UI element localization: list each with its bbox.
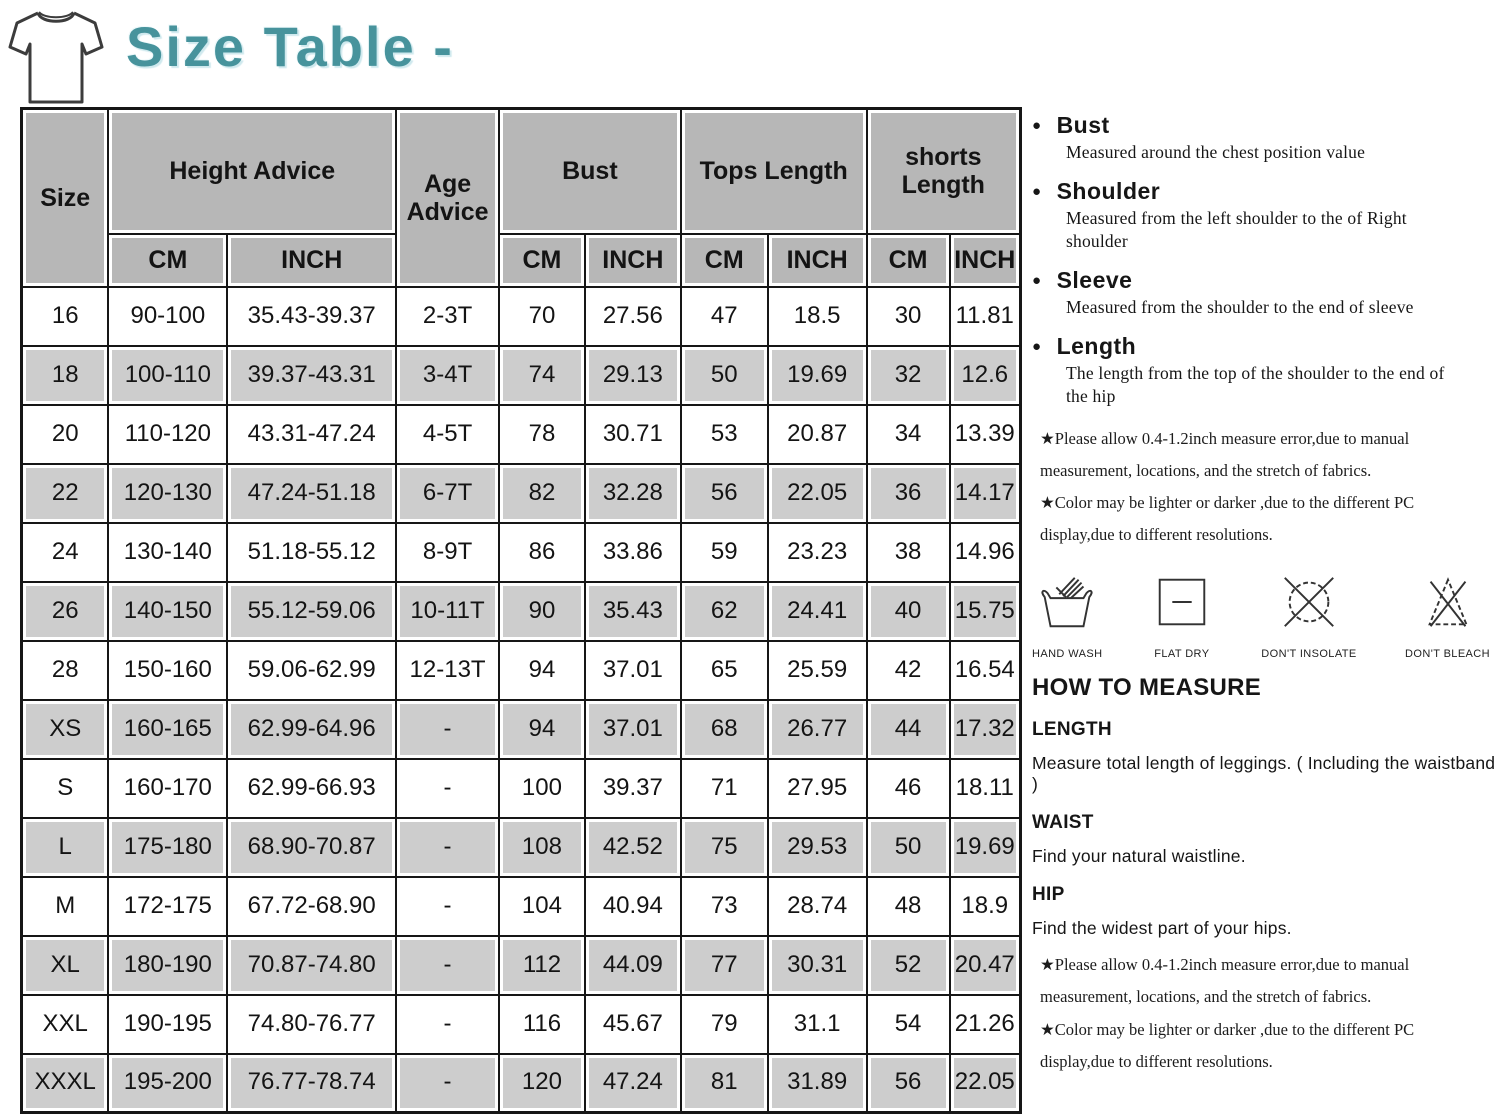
- table-cell: 65: [681, 641, 768, 700]
- table-cell: 13.39: [950, 405, 1021, 464]
- table-cell: 73: [681, 877, 768, 936]
- table-row: [22, 523, 1021, 582]
- table-cell: 47: [681, 287, 768, 346]
- table-cell: 104: [499, 877, 585, 936]
- table-row: [22, 936, 1021, 995]
- table-cell: -: [396, 759, 499, 818]
- table-cell: 56: [867, 1054, 950, 1113]
- table-cell: 26: [22, 582, 109, 641]
- measure-point-desc: Measured around the chest position value: [1066, 142, 1366, 162]
- table-cell: 45.67: [585, 995, 681, 1054]
- dont-bleach-icon: [1417, 571, 1479, 633]
- table-cell: 8-9T: [396, 523, 499, 582]
- table-cell: 30: [867, 287, 950, 346]
- table-cell: 79: [681, 995, 768, 1054]
- table-row: [22, 700, 1021, 759]
- table-cell: 39.37-43.31: [227, 346, 396, 405]
- table-cell: 16.54: [950, 641, 1021, 700]
- care-hand-wash: [1032, 571, 1102, 660]
- care-label: DON'T INSOLATE: [1261, 648, 1357, 661]
- table-cell: 120-130: [108, 464, 227, 523]
- how-to-measure-hip: [1032, 884, 1498, 939]
- table-cell: XL: [22, 936, 109, 995]
- table-cell: 195-200: [108, 1054, 227, 1113]
- table-cell: 20.87: [768, 405, 867, 464]
- care-label: DON'T BLEACH: [1405, 648, 1490, 661]
- unit-header: CM: [108, 234, 227, 287]
- table-cell: 67.72-68.90: [227, 877, 396, 936]
- measure-point-desc: Measured from the left shoulder to the of Right shoulder: [1066, 208, 1407, 252]
- table-cell: 47.24: [585, 1054, 681, 1113]
- table-row: [22, 405, 1021, 464]
- table-cell: 116: [499, 995, 585, 1054]
- h2m-label: LENGTH: [1032, 719, 1112, 741]
- table-cell: 50: [867, 818, 950, 877]
- color-difference-note: ★Color may be lighter or darker ,due to the different PC display,due to different resolutions.: [1040, 1019, 1415, 1071]
- table-cell: 112: [499, 936, 585, 995]
- table-cell: 44: [867, 700, 950, 759]
- table-cell: 120: [499, 1054, 585, 1113]
- table-cell: 94: [499, 641, 585, 700]
- table-cell: -: [396, 995, 499, 1054]
- table-cell: S: [22, 759, 109, 818]
- unit-header: CM: [867, 234, 950, 287]
- h2m-desc: Find your natural waistline.: [1032, 846, 1246, 867]
- table-cell: 52: [867, 936, 950, 995]
- table-row: [22, 995, 1021, 1054]
- table-cell: 40.94: [585, 877, 681, 936]
- table-cell: 30.31: [768, 936, 867, 995]
- measure-point-desc: Measured from the shoulder to the end of sleeve: [1066, 297, 1414, 318]
- table-cell: 21.26: [950, 995, 1021, 1054]
- table-cell: -: [396, 818, 499, 877]
- table-cell: 190-195: [108, 995, 227, 1054]
- table-row: [22, 464, 1021, 523]
- table-cell: 24: [22, 523, 109, 582]
- table-cell: 20.47: [950, 936, 1021, 995]
- h2m-desc: Measure total length of leggings. ( Including the waistband ): [1032, 753, 1496, 795]
- table-cell: 36: [867, 464, 950, 523]
- table-cell: -: [396, 700, 499, 759]
- table-cell: 24.41: [768, 582, 867, 641]
- table-cell: 28.74: [768, 877, 867, 936]
- table-cell: 26.77: [768, 700, 867, 759]
- measure-info-panel: [1032, 112, 1498, 1078]
- table-row: [22, 818, 1021, 877]
- dont-insolate-icon: [1278, 571, 1340, 633]
- how-to-measure-length: [1032, 719, 1498, 795]
- measure-point-label: Bust: [1056, 112, 1110, 138]
- table-cell: 62.99-64.96: [227, 700, 396, 759]
- table-cell: 160-165: [108, 700, 227, 759]
- table-cell: 27.95: [768, 759, 867, 818]
- h2m-label: WAIST: [1032, 812, 1094, 834]
- table-cell: 29.53: [768, 818, 867, 877]
- table-cell: 68.90-70.87: [227, 818, 396, 877]
- measure-point-label: Sleeve: [1056, 267, 1133, 294]
- table-cell: 100-110: [108, 346, 227, 405]
- table-cell: XS: [22, 700, 109, 759]
- h2m-label: HIP: [1032, 884, 1065, 906]
- table-cell: 22.05: [950, 1054, 1021, 1113]
- table-cell: 140-150: [108, 582, 227, 641]
- tshirt-icon: [8, 6, 104, 106]
- table-cell: 59: [681, 523, 768, 582]
- table-cell: 76.77-78.74: [227, 1054, 396, 1113]
- how-to-measure-title: HOW TO MEASURE: [1032, 674, 1262, 702]
- table-cell: 40: [867, 582, 950, 641]
- table-cell: 34: [867, 405, 950, 464]
- measure-point-label: Length: [1056, 333, 1137, 360]
- table-cell: 20: [22, 405, 109, 464]
- measure-point-sleeve: [1032, 267, 1498, 319]
- table-cell: 37.01: [585, 641, 681, 700]
- table-cell: 32.28: [585, 464, 681, 523]
- measure-point-bust: [1032, 112, 1498, 164]
- column-header: Bust: [499, 109, 681, 234]
- table-cell: 110-120: [108, 405, 227, 464]
- page-title: Size Table -: [126, 15, 454, 78]
- table-cell: 22.05: [768, 464, 867, 523]
- table-cell: 100: [499, 759, 585, 818]
- table-cell: 42.52: [585, 818, 681, 877]
- table-cell: 3-4T: [396, 346, 499, 405]
- table-cell: 56: [681, 464, 768, 523]
- bullet-icon: ●: [1032, 117, 1042, 134]
- how-to-measure-waist: [1032, 812, 1498, 867]
- table-cell: 44.09: [585, 936, 681, 995]
- table-cell: 50: [681, 346, 768, 405]
- table-cell: 25.59: [768, 641, 867, 700]
- table-cell: 39.37: [585, 759, 681, 818]
- table-cell: 14.96: [950, 523, 1021, 582]
- table-cell: 33.86: [585, 523, 681, 582]
- table-cell: 37.01: [585, 700, 681, 759]
- table-cell: 18.9: [950, 877, 1021, 936]
- table-cell: -: [396, 877, 499, 936]
- table-cell: M: [22, 877, 109, 936]
- table-row: [22, 877, 1021, 936]
- measure-point-desc: The length from the top of the shoulder to the end of the hip: [1066, 363, 1445, 407]
- table-cell: 82: [499, 464, 585, 523]
- table-cell: 81: [681, 1054, 768, 1113]
- table-cell: 43.31-47.24: [227, 405, 396, 464]
- table-cell: 29.13: [585, 346, 681, 405]
- measure-point-length: [1032, 333, 1498, 408]
- table-cell: 62: [681, 582, 768, 641]
- table-cell: 130-140: [108, 523, 227, 582]
- care-label: FLAT DRY: [1154, 648, 1210, 661]
- table-cell: L: [22, 818, 109, 877]
- table-cell: 180-190: [108, 936, 227, 995]
- unit-header: INCH: [227, 234, 396, 287]
- table-cell: 48: [867, 877, 950, 936]
- table-cell: 31.1: [768, 995, 867, 1054]
- table-cell: 74: [499, 346, 585, 405]
- table-cell: 12.6: [950, 346, 1021, 405]
- table-cell: 54: [867, 995, 950, 1054]
- column-header: Age Advice: [396, 109, 499, 287]
- unit-header: INCH: [768, 234, 867, 287]
- table-cell: 28: [22, 641, 109, 700]
- measure-error-note: ★Please allow 0.4-1.2inch measure error,due to manual measurement, locations, and the stretch of fabrics.: [1040, 428, 1410, 480]
- table-cell: 55.12-59.06: [227, 582, 396, 641]
- table-cell: 19.69: [768, 346, 867, 405]
- table-row: [22, 287, 1021, 346]
- table-cell: 2-3T: [396, 287, 499, 346]
- table-cell: 18: [22, 346, 109, 405]
- measure-error-note: ★Please allow 0.4-1.2inch measure error,due to manual measurement, locations, and the stretch of fabrics.: [1040, 955, 1410, 1007]
- flat-dry-icon: [1151, 571, 1213, 633]
- table-cell: 90: [499, 582, 585, 641]
- column-header: Tops Length: [681, 109, 867, 234]
- unit-header: CM: [681, 234, 768, 287]
- table-cell: 86: [499, 523, 585, 582]
- unit-header: INCH: [585, 234, 681, 287]
- table-cell: 94: [499, 700, 585, 759]
- table-cell: 15.75: [950, 582, 1021, 641]
- table-cell: 4-5T: [396, 405, 499, 464]
- table-cell: 10-11T: [396, 582, 499, 641]
- table-cell: 59.06-62.99: [227, 641, 396, 700]
- table-cell: 23.23: [768, 523, 867, 582]
- unit-header: CM: [499, 234, 585, 287]
- bullet-icon: ●: [1032, 338, 1042, 356]
- table-cell: 35.43: [585, 582, 681, 641]
- table-cell: 108: [499, 818, 585, 877]
- hand-wash-icon: [1036, 571, 1098, 633]
- table-cell: 19.69: [950, 818, 1021, 877]
- table-cell: 175-180: [108, 818, 227, 877]
- bullet-icon: ●: [1032, 272, 1042, 290]
- table-cell: 90-100: [108, 287, 227, 346]
- table-cell: 53: [681, 405, 768, 464]
- table-cell: 17.32: [950, 700, 1021, 759]
- table-cell: 30.71: [585, 405, 681, 464]
- column-header: Size: [22, 109, 109, 287]
- table-cell: 12-13T: [396, 641, 499, 700]
- table-cell: 18.11: [950, 759, 1021, 818]
- table-cell: 32: [867, 346, 950, 405]
- column-header: Height Advice: [108, 109, 396, 234]
- care-dont-bleach: [1405, 571, 1490, 660]
- care-icons-row: [1032, 571, 1490, 660]
- table-cell: 14.17: [950, 464, 1021, 523]
- table-cell: 6-7T: [396, 464, 499, 523]
- table-row: [22, 582, 1021, 641]
- table-cell: -: [396, 936, 499, 995]
- table-cell: 150-160: [108, 641, 227, 700]
- size-table: [20, 107, 1022, 1114]
- table-cell: 68: [681, 700, 768, 759]
- h2m-desc: Find the widest part of your hips.: [1032, 918, 1292, 939]
- table-row: [22, 641, 1021, 700]
- measure-point-shoulder: [1032, 178, 1498, 253]
- table-cell: 172-175: [108, 877, 227, 936]
- bottom-notes: [1032, 949, 1498, 1078]
- measure-point-label: Shoulder: [1056, 178, 1161, 205]
- table-cell: 77: [681, 936, 768, 995]
- table-row: [22, 759, 1021, 818]
- table-cell: 70: [499, 287, 585, 346]
- table-row: [22, 346, 1021, 405]
- table-cell: 62.99-66.93: [227, 759, 396, 818]
- table-cell: 160-170: [108, 759, 227, 818]
- table-cell: 38: [867, 523, 950, 582]
- table-cell: XXL: [22, 995, 109, 1054]
- table-cell: -: [396, 1054, 499, 1113]
- color-difference-note: ★Color may be lighter or darker ,due to the different PC display,due to different resolutions.: [1040, 492, 1415, 545]
- table-cell: 35.43-39.37: [227, 287, 396, 346]
- table-cell: XXXL: [22, 1054, 109, 1113]
- care-dont-insolate: [1261, 571, 1356, 660]
- table-cell: 16: [22, 287, 109, 346]
- table-cell: 78: [499, 405, 585, 464]
- table-cell: 31.89: [768, 1054, 867, 1113]
- bullet-icon: ●: [1032, 183, 1042, 201]
- care-label: HAND WASH: [1032, 648, 1103, 661]
- table-cell: 18.5: [768, 287, 867, 346]
- table-cell: 47.24-51.18: [227, 464, 396, 523]
- table-cell: 51.18-55.12: [227, 523, 396, 582]
- column-header: shorts Length: [867, 109, 1021, 234]
- table-cell: 42: [867, 641, 950, 700]
- table-row: [22, 1054, 1021, 1113]
- table-cell: 11.81: [950, 287, 1021, 346]
- unit-header: INCH: [950, 234, 1021, 287]
- table-cell: 74.80-76.77: [227, 995, 396, 1054]
- table-cell: 70.87-74.80: [227, 936, 396, 995]
- table-cell: 46: [867, 759, 950, 818]
- table-cell: 75: [681, 818, 768, 877]
- table-cell: 71: [681, 759, 768, 818]
- header: [8, 4, 454, 106]
- table-cell: 27.56: [585, 287, 681, 346]
- care-flat-dry: [1151, 571, 1213, 660]
- table-cell: 22: [22, 464, 109, 523]
